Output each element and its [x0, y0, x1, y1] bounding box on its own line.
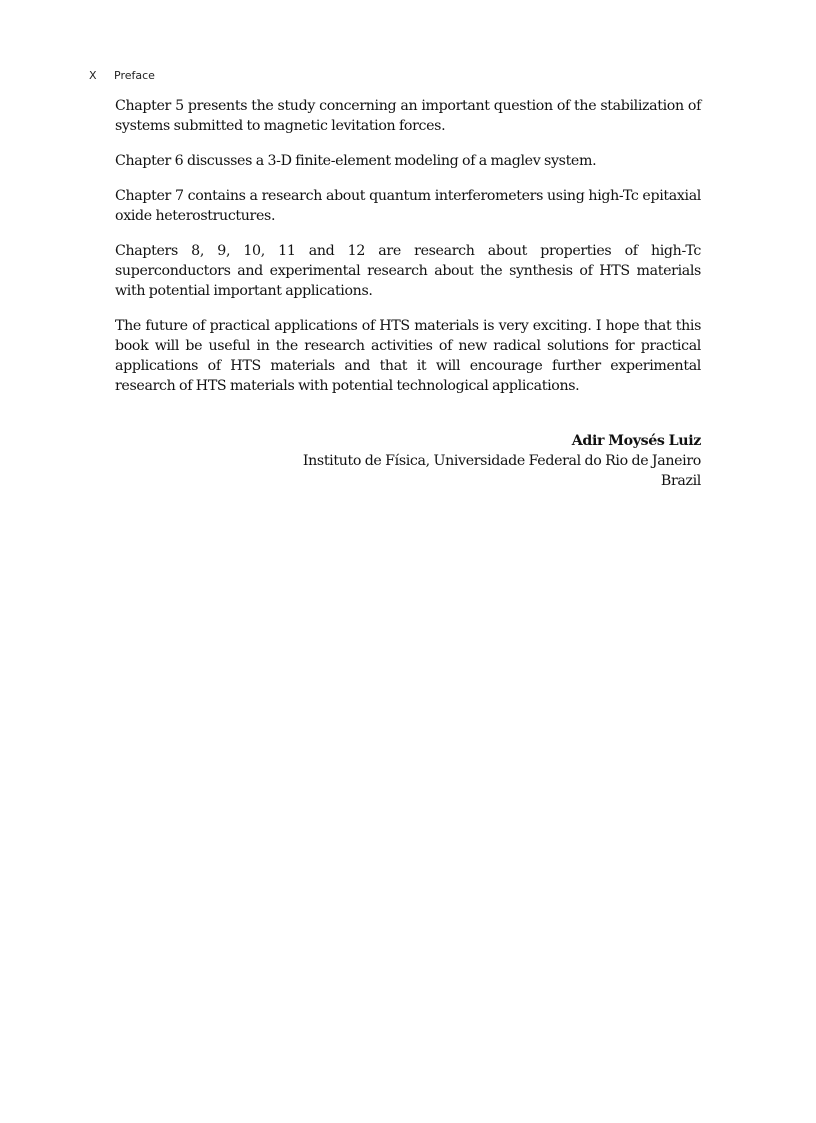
page-number: X [89, 69, 97, 82]
paragraph-chapter-5: Chapter 5 presents the study concerning an important question of the stabilization of systems submitted to magnetic levitation forces. [115, 98, 701, 134]
paragraph-chapter-7: Chapter 7 contains a research about quantum interferometers using high-Tc epitaxial oxide heterostructures. [115, 188, 701, 224]
running-header [89, 69, 155, 83]
paragraph-conclusion: The future of practical applications of HTS materials is very exciting. I hope that this book will be useful in the research activities of new radical solutions for practical applications of HTS materials and that it will encourage further experimental research of HTS materials with potential technological applications. [115, 318, 701, 394]
author-name: Adir Moysés Luiz [571, 433, 701, 449]
author-country: Brazil [660, 473, 701, 489]
paragraph-chapters-8-12: Chapters 8, 9, 10, 11 and 12 are research about properties of high-Tc superconductors and experimental research about the synthesis of HTS materials with potential important applications. [115, 243, 701, 299]
preface-body [115, 96, 701, 396]
section-title: Preface [114, 69, 155, 82]
signature-block [115, 431, 701, 491]
author-affiliation: Instituto de Física, Universidade Federal do Rio de Janeiro [302, 453, 701, 469]
paragraph-chapter-6: Chapter 6 discusses a 3-D finite-element modeling of a maglev system. [115, 153, 597, 169]
